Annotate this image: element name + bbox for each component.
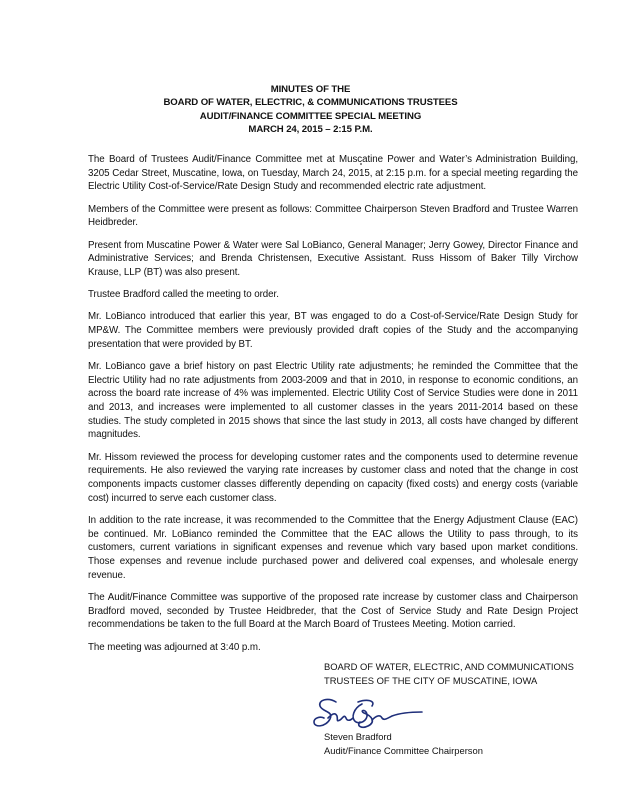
signature-org-line-1: BOARD OF WATER, ELECTRIC, AND COMMUNICATIONS [324,661,574,672]
signature-org-line-2: TRUSTEES OF THE CITY OF MUSCATINE, IOWA [324,674,538,686]
paragraph-rate-history: Mr. LoBianco gave a brief history on past Electric Utility rate adjustments; he reminded the Committee that the Electric Utility had no rate adjustments from 2003-2009 and that in 2010, in response to economic conditions, an across the board rate increase of 4% was implemented. Electric Utility Cost of Service Studies were done in 2011 and 2013, and increases were implemented to all customer classes in the years 2011-2014 based on these studies. The study completed in 2015 shows that since the last study in 2013, all costs have changed by different magnitudes. [88,360,578,441]
document-body [88,153,578,663]
paragraph-energy-adjustment-clause: In addition to the rate increase, it was recommended to the Committee that the Energy Adjustment Clause (EAC) be continued. Mr. LoBianco reminded the Committee that the EAC allows the Utility to pass through, to its customers, current variations in significant expenses and revenue which vary based upon market conditions. Those expenses and revenue include purchased power and delivered coal expenses, and wholesale energy revenue. [88,514,578,581]
signer-name: Steven Bradford [324,731,392,742]
paragraph-rate-process: Mr. Hissom reviewed the process for developing customer rates and the components used to determine revenue requirements. He also reviewed the varying rate increases by customer class and noted that the change in cost components impacts customer classes differently depending on capacity (fixed costs) and energy costs (variable cost) incurred to serve each customer class. [88,451,578,504]
handwritten-signature-icon [310,694,430,734]
signer-info [324,730,483,757]
header-line-date: MARCH 24, 2015 – 2:15 P.M. [248,124,373,136]
paragraph-meeting-location: The Board of Trustees Audit/Finance Committee met at Muscatine Power and Water’s Administration Building, 3205 Cedar Street, Muscatine, Iowa, on Tuesday, March 24, 2015, at 2:15 p.m. for a special meeting regarding the Electric Utility Cost-of-Service/Rate Design Study and recommended electric rate adjustment. [88,154,578,193]
document-header [0,83,621,137]
header-line-minutes: MINUTES OF THE [270,84,351,95]
paragraph-call-to-order: Trustee Bradford called the meeting to order. [88,289,279,301]
paragraph-adjournment: The meeting was adjourned at 3:40 p.m. [88,641,261,653]
paragraph-staff-present: Present from Muscatine Power & Water were Sal LoBianco, General Manager; Jerry Gowey, Director Finance and Administrative Services; and Brenda Christensen, Executive Assistant. Russ Hissom of Baker Tilly Virchow Krause, LLP (BT) was also present. [88,239,578,278]
header-line-committee: AUDIT/FINANCE COMMITTEE SPECIAL MEETING [199,110,422,122]
signature-block [324,660,594,687]
paragraph-members-present: Members of the Committee were present as follows: Committee Chairperson Steven Bradford and Trustee Warren Heidbreder. [88,203,578,229]
signer-title: Audit/Finance Committee Chairperson [324,744,483,756]
paragraph-motion: The Audit/Finance Committee was supportive of the proposed rate increase by customer class and Chairperson Bradford moved, seconded by Trustee Heidbreder, that the Cost of Service Study and Rate Design Project recommendations be taken to the full Board at the March Board of Trustees Meeting. Motion carried. [88,591,578,631]
header-line-board: BOARD OF WATER, ELECTRIC, & COMMUNICATIONS TRUSTEES [163,97,458,109]
paragraph-study-introduction: Mr. LoBianco introduced that earlier this year, BT was engaged to do a Cost-of-Service/Rate Design Study for MP&W. The Committee members were previously provided draft copies of the Study and the accompanying presentation that were provided by BT. [88,311,578,350]
signature-organization [324,660,594,687]
